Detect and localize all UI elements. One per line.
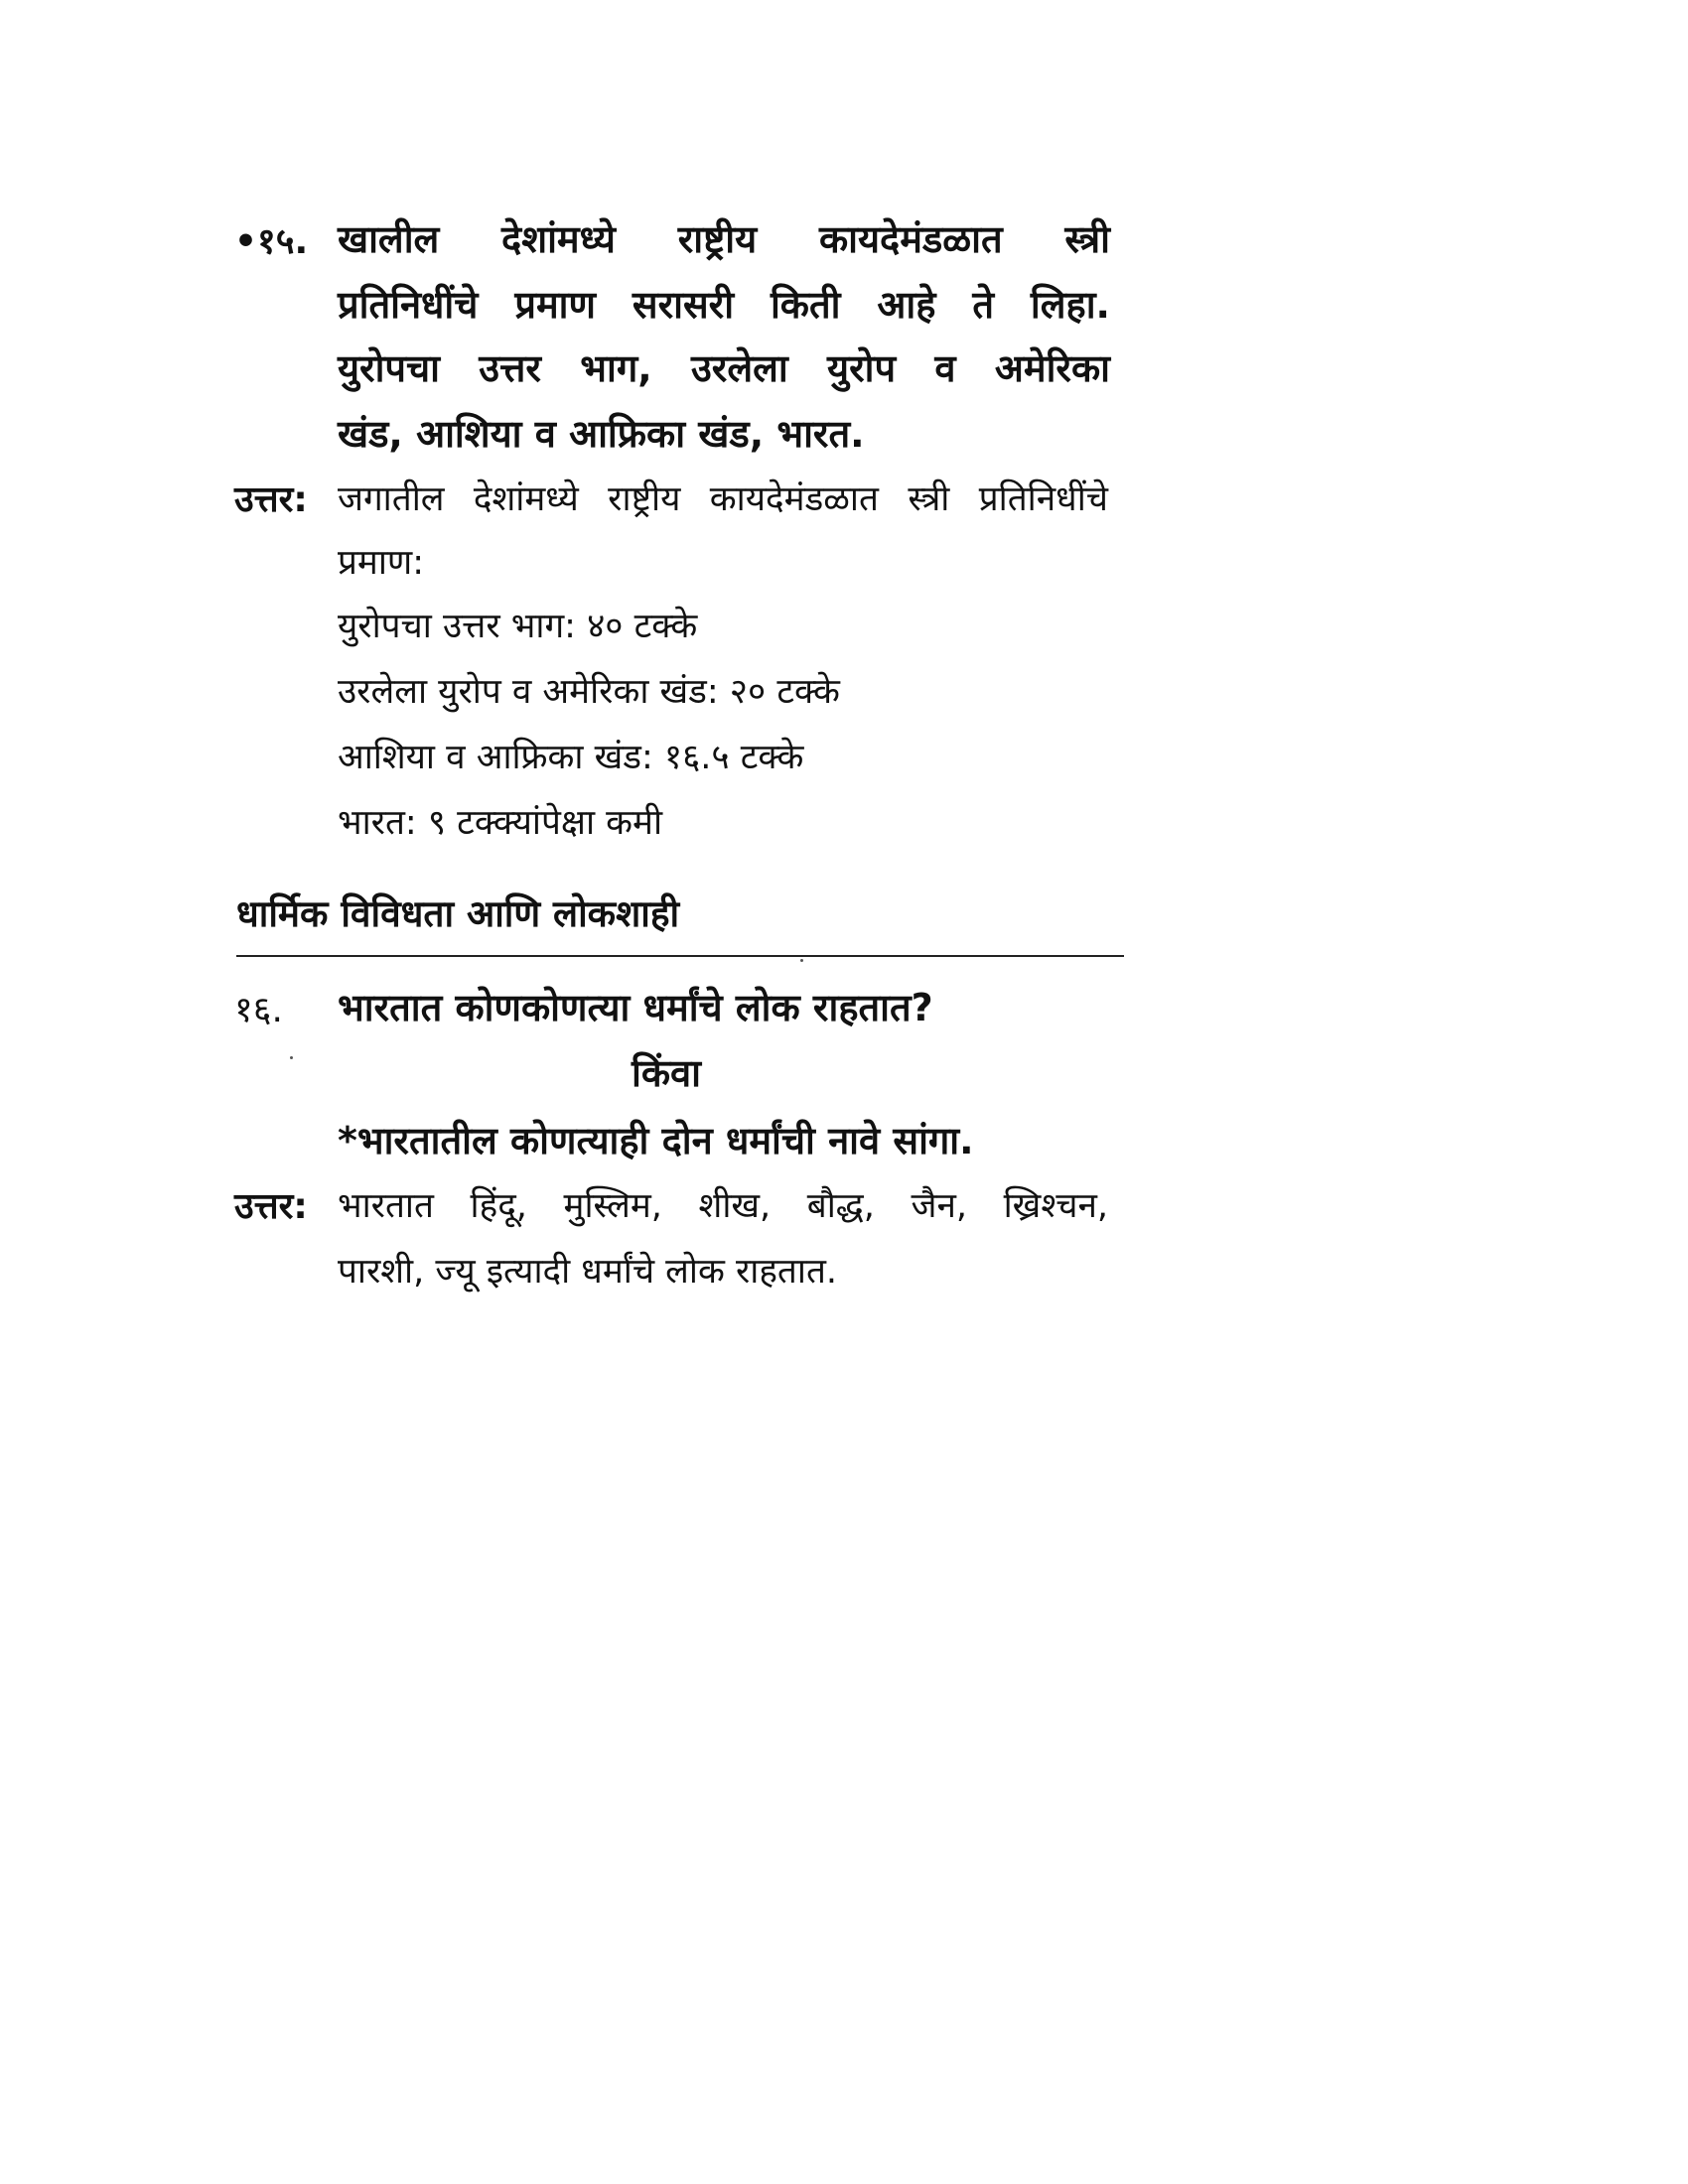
section-heading: धार्मिक विविधता आणि लोकशाही — [236, 892, 680, 935]
question-16-number: १६. — [234, 990, 283, 1030]
question-15-line-2: प्रतिनिधींचे प्रमाण सरासरी किती आहे ते लिहा. — [338, 283, 1110, 327]
answer-16-label: उत्तर: — [234, 1186, 308, 1227]
question-16-or-label: किंवा — [632, 1051, 701, 1095]
section-divider — [236, 955, 1124, 957]
question-15-line-4: खंड, आशिया व आफ्रिका खंड, भारत. — [338, 412, 865, 456]
answer-15-line-6: भारत: ९ टक्क्यांपेक्षा कमी — [338, 803, 663, 843]
answer-15-line-5: आशिया व आफ्रिका खंड: १६.५ टक्के — [338, 738, 804, 777]
question-15-number: •१५. — [234, 221, 309, 262]
question-16-alt-text: *भारतातील कोणत्याही दोन धर्मांची नावे सांगा. — [338, 1119, 974, 1162]
question-15-line-3: युरोपचा उत्तर भाग, उरलेला युरोप व अमेरिका — [338, 346, 1110, 390]
answer-16-line-1: भारतात हिंदू, मुस्लिम, शीख, बौद्ध, जैन, ख्रिश्चन, — [338, 1186, 1108, 1226]
scan-speck — [290, 1056, 293, 1059]
answer-16-line-2: पारशी, ज्यू इत्यादी धर्मांचे लोक राहतात. — [338, 1252, 838, 1292]
answer-15-line-4: उरलेला युरोप व अमेरिका खंड: २० टक्के — [338, 672, 840, 712]
answer-15-line-1: जगातील देशांमध्ये राष्ट्रीय कायदेमंडळात स्त्री प्रतिनिधींचे — [338, 479, 1108, 519]
question-16-text: भारतात कोणकोणत्या धर्मांचे लोक राहतात? — [338, 986, 933, 1029]
question-15-line-1: खालील देशांमध्ये राष्ट्रीय कायदेमंडळात स्त्री — [338, 217, 1110, 261]
scan-speck — [800, 959, 803, 962]
answer-15-label: उत्तर: — [234, 479, 308, 520]
answer-15-line-3: युरोपचा उत्तर भाग: ४० टक्के — [338, 607, 698, 646]
answer-15-line-2: प्रमाण: — [338, 543, 425, 583]
